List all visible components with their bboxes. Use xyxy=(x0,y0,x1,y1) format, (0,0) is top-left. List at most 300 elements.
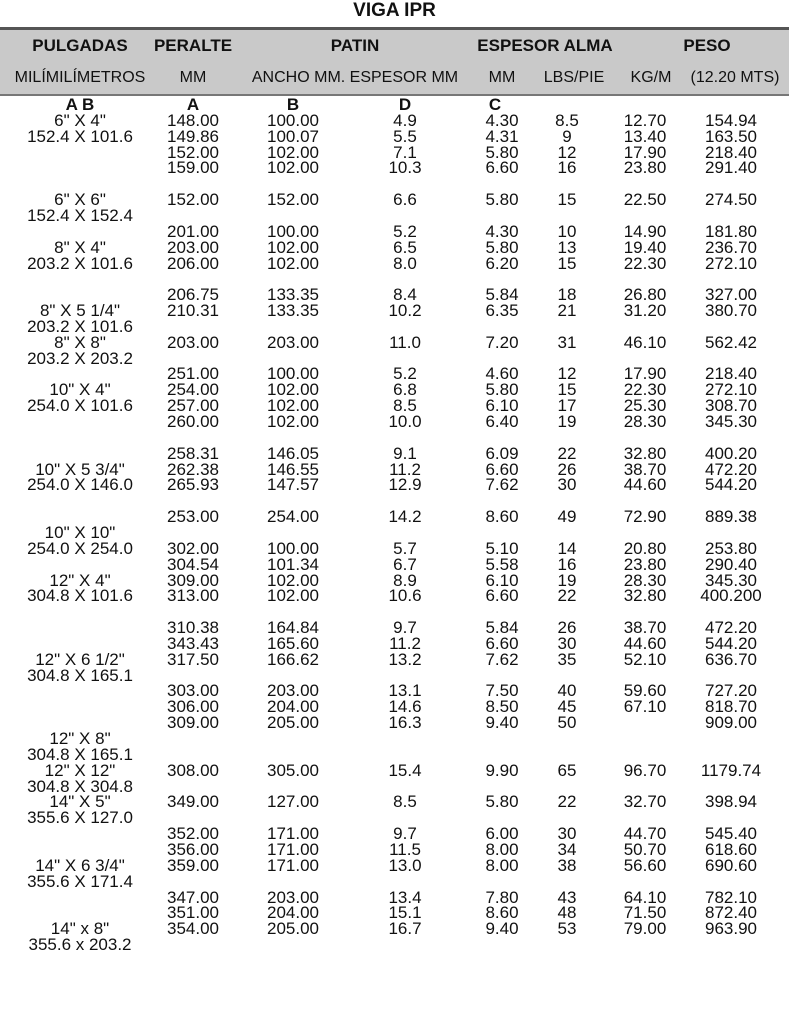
cell-espesor-alma: 9.40 xyxy=(485,713,519,733)
cell-espesor-alma: 8.60 xyxy=(485,507,519,527)
cell-peso-12: 545.40 xyxy=(705,824,757,844)
cell-espesor-alma: 6.20 xyxy=(485,253,519,273)
cell-ancho: 100.00 xyxy=(267,364,319,384)
cell-ancho: 127.00 xyxy=(267,792,319,812)
cell-lbs-pie: 50 xyxy=(557,713,577,733)
cell-espesor-alma: 8.00 xyxy=(485,855,519,875)
cell-kg-m: 67.10 xyxy=(623,697,667,717)
cell-lbs-pie: 49 xyxy=(557,507,577,527)
cell-espesor-patin: 10.0 xyxy=(388,412,422,431)
cell-espesor-patin: 5.5 xyxy=(393,126,417,146)
cell-espesor-patin: 8.5 xyxy=(393,396,417,416)
cell-peso-12: 308.70 xyxy=(705,396,757,416)
size-label: 12" X 12" xyxy=(44,760,116,780)
cell-peso-12: 398.94 xyxy=(705,792,757,812)
cell-espesor-alma: 9.40 xyxy=(485,919,519,939)
cell-peralte: 309.00 xyxy=(167,713,219,733)
cell-espesor-alma: 7.62 xyxy=(485,475,519,495)
cell-kg-m: 28.30 xyxy=(623,412,667,431)
cell-ancho: 147.57 xyxy=(267,475,319,495)
cell-peralte: 210.31 xyxy=(167,301,219,320)
cell-espesor-patin: 9.7 xyxy=(393,824,417,844)
cell-espesor-patin: 11.0 xyxy=(389,332,421,352)
size-label: 304.8 X 165.1 xyxy=(27,665,133,685)
cell-peso-12: 872.40 xyxy=(705,903,757,923)
cell-espesor-patin: 15.4 xyxy=(388,760,422,780)
cell-kg-m: 22.30 xyxy=(623,253,667,273)
cell-peralte: 304.54 xyxy=(167,554,219,574)
size-label: 12" X 4" xyxy=(49,570,111,590)
cell-peso-12: 274.50 xyxy=(705,190,757,210)
cell-espesor-alma: 5.80 xyxy=(485,190,519,210)
column-letter: C xyxy=(488,95,502,114)
size-label: 203.2 X 101.6 xyxy=(27,253,133,273)
cell-lbs-pie: 40 xyxy=(557,681,577,701)
cell-peralte: 265.93 xyxy=(167,475,219,495)
size-label: 14" X 5" xyxy=(49,792,111,812)
cell-kg-m: 79.00 xyxy=(623,919,667,939)
cell-lbs-pie: 21 xyxy=(557,301,577,320)
cell-peso-12: 727.20 xyxy=(705,681,757,701)
subheader-peso-12: (12.20 MTS) xyxy=(690,69,780,86)
size-label: 304.8 X 304.8 xyxy=(27,776,133,796)
cell-peralte: 351.00 xyxy=(167,903,219,923)
cell-peso-12: 327.00 xyxy=(705,285,757,305)
cell-kg-m: 12.70 xyxy=(623,110,667,130)
cell-peso-12: 154.94 xyxy=(705,110,757,130)
cell-peralte: 159.00 xyxy=(167,158,219,178)
cell-peralte: 349.00 xyxy=(167,792,219,812)
cell-kg-m: 23.80 xyxy=(623,554,667,574)
cell-kg-m: 17.90 xyxy=(623,142,667,162)
cell-kg-m: 38.70 xyxy=(623,618,667,637)
cell-ancho: 102.00 xyxy=(267,380,319,400)
cell-peso-12: 782.10 xyxy=(705,887,757,907)
cell-lbs-pie: 10 xyxy=(557,221,577,241)
cell-lbs-pie: 22 xyxy=(557,586,577,606)
cell-espesor-alma: 6.60 xyxy=(485,633,519,653)
page-title: VIGA IPR xyxy=(353,0,436,21)
cell-ancho: 102.00 xyxy=(267,396,319,416)
cell-espesor-alma: 6.40 xyxy=(485,412,519,431)
cell-espesor-alma: 6.10 xyxy=(485,396,519,416)
cell-peso-12: 291.40 xyxy=(705,158,757,178)
column-letter: D xyxy=(398,95,412,114)
cell-espesor-alma: 5.80 xyxy=(485,380,519,400)
cell-ancho: 205.00 xyxy=(267,919,319,939)
cell-peralte: 313.00 xyxy=(167,586,219,606)
cell-kg-m: 20.80 xyxy=(623,538,667,558)
cell-peso-12: 400.200 xyxy=(700,586,762,606)
cell-ancho: 171.00 xyxy=(267,839,319,859)
cell-kg-m: 28.30 xyxy=(623,570,667,590)
cell-espesor-alma: 6.00 xyxy=(485,824,519,844)
cell-kg-m: 56.60 xyxy=(623,855,667,875)
cell-espesor-patin: 6.8 xyxy=(393,380,417,400)
cell-lbs-pie: 26 xyxy=(557,618,577,637)
cell-peso-12: 253.80 xyxy=(705,538,757,558)
cell-ancho: 101.34 xyxy=(267,554,319,574)
cell-lbs-pie: 16 xyxy=(557,158,577,178)
cell-peralte: 359.00 xyxy=(167,855,219,875)
cell-peso-12: 472.20 xyxy=(705,618,757,637)
cell-kg-m: 64.10 xyxy=(623,887,667,907)
cell-peralte: 206.75 xyxy=(167,285,219,305)
size-label: 355.6 X 171.4 xyxy=(27,871,133,891)
cell-peso-12: 1179.74 xyxy=(700,760,762,780)
size-label: 355.6 x 203.2 xyxy=(28,935,132,954)
cell-peso-12: 400.20 xyxy=(705,443,757,463)
cell-espesor-patin: 8.5 xyxy=(393,792,417,812)
cell-ancho: 254.00 xyxy=(267,507,319,527)
cell-ancho: 102.00 xyxy=(267,412,319,431)
cell-kg-m: 13.40 xyxy=(623,126,667,146)
cell-peralte: 258.31 xyxy=(167,443,219,463)
cell-lbs-pie: 65 xyxy=(557,760,577,780)
cell-ancho: 102.00 xyxy=(267,142,319,162)
cell-espesor-alma: 8.60 xyxy=(485,903,519,923)
cell-espesor-patin: 8.4 xyxy=(393,285,417,305)
cell-ancho: 100.00 xyxy=(267,538,319,558)
cell-peralte: 310.38 xyxy=(167,618,219,637)
subheader-milimilimetros: MILÍMILÍMETROS xyxy=(14,69,146,86)
cell-peralte: 206.00 xyxy=(167,253,219,273)
cell-peralte: 152.00 xyxy=(167,190,219,210)
cell-peso-12: 380.70 xyxy=(705,301,757,320)
size-label: 8" X 4" xyxy=(54,237,106,257)
cell-espesor-patin: 6.5 xyxy=(393,237,417,257)
cell-espesor-alma: 6.60 xyxy=(485,586,519,606)
cell-espesor-patin: 13.2 xyxy=(388,649,422,669)
cell-espesor-alma: 7.50 xyxy=(485,681,519,701)
cell-lbs-pie: 30 xyxy=(557,824,577,844)
subheader-lbs-pie: LBS/PIE xyxy=(543,69,605,86)
cell-kg-m: 44.60 xyxy=(623,633,667,653)
cell-ancho: 204.00 xyxy=(267,697,319,717)
cell-kg-m: 32.80 xyxy=(623,443,667,463)
cell-peralte: 262.38 xyxy=(167,459,219,479)
size-label: 152.4 X 101.6 xyxy=(27,126,133,146)
cell-kg-m: 25.30 xyxy=(623,396,667,416)
cell-peralte: 260.00 xyxy=(167,412,219,431)
cell-espesor-alma: 7.62 xyxy=(485,649,519,669)
cell-peso-12: 272.10 xyxy=(705,380,757,400)
cell-espesor-patin: 5.7 xyxy=(393,538,417,558)
size-label: 14" X 6 3/4" xyxy=(35,855,125,875)
cell-espesor-alma: 6.35 xyxy=(485,301,519,320)
subheader-mm-alma: MM xyxy=(488,69,516,86)
cell-lbs-pie: 17 xyxy=(557,396,577,416)
header-peralte: PERALTE xyxy=(153,36,233,55)
cell-peralte: 253.00 xyxy=(167,507,219,527)
cell-espesor-alma: 9.90 xyxy=(485,760,519,780)
cell-kg-m: 59.60 xyxy=(623,681,667,701)
cell-peso-12: 472.20 xyxy=(705,459,757,479)
cell-kg-m: 72.90 xyxy=(623,507,667,527)
cell-lbs-pie: 18 xyxy=(557,285,577,305)
cell-peralte: 149.86 xyxy=(167,126,219,146)
size-label: 203.2 X 101.6 xyxy=(27,316,133,336)
cell-ancho: 152.00 xyxy=(267,190,319,210)
cell-ancho: 171.00 xyxy=(267,855,319,875)
cell-espesor-patin: 11.5 xyxy=(389,839,421,859)
cell-espesor-alma: 8.00 xyxy=(485,839,519,859)
cell-peralte: 257.00 xyxy=(167,396,219,416)
cell-lbs-pie: 35 xyxy=(557,649,577,669)
cell-lbs-pie: 26 xyxy=(557,459,577,479)
cell-ancho: 146.05 xyxy=(267,443,319,463)
size-label: 152.4 X 152.4 xyxy=(27,205,133,225)
cell-ancho: 102.00 xyxy=(267,586,319,606)
cell-peralte: 201.00 xyxy=(167,221,219,241)
subheader-ancho-espesor: ANCHO MM. ESPESOR MM xyxy=(251,69,459,86)
cell-espesor-alma: 7.20 xyxy=(485,332,519,352)
cell-peralte: 352.00 xyxy=(167,824,219,844)
cell-espesor-patin: 10.6 xyxy=(388,586,422,606)
cell-ancho: 146.55 xyxy=(267,459,319,479)
cell-espesor-alma: 5.58 xyxy=(485,554,519,574)
cell-ancho: 133.35 xyxy=(267,285,319,305)
cell-lbs-pie: 8.5 xyxy=(555,110,579,130)
cell-ancho: 165.60 xyxy=(267,633,319,653)
cell-ancho: 203.00 xyxy=(267,887,319,907)
size-label: 6" X 4" xyxy=(54,110,106,130)
size-label: 355.6 X 127.0 xyxy=(27,808,133,828)
size-label: 254.0 X 254.0 xyxy=(27,538,133,558)
cell-espesor-patin: 7.1 xyxy=(393,142,417,162)
cell-peso-12: 236.70 xyxy=(705,237,757,257)
cell-espesor-patin: 6.6 xyxy=(393,190,417,210)
cell-peralte: 308.00 xyxy=(167,760,219,780)
cell-espesor-alma: 6.60 xyxy=(485,158,519,178)
cell-espesor-patin: 5.2 xyxy=(393,221,417,241)
header-patin: PATIN xyxy=(330,36,380,55)
size-label: 304.8 X 101.6 xyxy=(27,586,133,606)
cell-kg-m: 44.60 xyxy=(623,475,667,495)
cell-lbs-pie: 22 xyxy=(557,443,577,463)
cell-lbs-pie: 15 xyxy=(557,190,577,210)
cell-lbs-pie: 38 xyxy=(557,855,577,875)
cell-espesor-patin: 13.0 xyxy=(388,855,422,875)
cell-lbs-pie: 16 xyxy=(557,554,577,574)
header-pulgadas: PULGADAS xyxy=(32,36,128,55)
cell-espesor-patin: 9.7 xyxy=(393,618,417,637)
cell-lbs-pie: 19 xyxy=(557,570,577,590)
subheader-kg-m: KG/M xyxy=(630,69,672,86)
cell-peso-12: 690.60 xyxy=(705,855,757,875)
cell-kg-m: 71.50 xyxy=(623,903,667,923)
cell-peralte: 309.00 xyxy=(167,570,219,590)
cell-ancho: 205.00 xyxy=(267,713,319,733)
cell-lbs-pie: 14 xyxy=(557,538,577,558)
cell-espesor-alma: 4.30 xyxy=(485,221,519,241)
cell-lbs-pie: 30 xyxy=(557,633,577,653)
cell-kg-m: 19.40 xyxy=(623,237,667,257)
cell-peso-12: 181.80 xyxy=(705,221,757,241)
cell-espesor-alma: 8.50 xyxy=(485,697,519,717)
cell-kg-m: 52.10 xyxy=(623,649,667,669)
cell-espesor-patin: 6.7 xyxy=(393,554,417,574)
column-letter: B xyxy=(286,95,300,114)
cell-espesor-patin: 13.4 xyxy=(388,887,422,907)
cell-kg-m: 31.20 xyxy=(623,301,667,320)
cell-espesor-alma: 5.84 xyxy=(485,618,519,637)
cell-peso-12: 618.60 xyxy=(705,839,757,859)
header-espesor-alma: ESPESOR ALMA xyxy=(477,36,613,55)
cell-espesor-patin: 4.9 xyxy=(393,110,417,130)
cell-espesor-alma: 4.31 xyxy=(485,126,519,146)
size-label: 12" X 8" xyxy=(49,729,111,748)
cell-lbs-pie: 43 xyxy=(557,887,577,907)
cell-peralte: 254.00 xyxy=(167,380,219,400)
cell-lbs-pie: 9 xyxy=(562,126,572,146)
cell-ancho: 305.00 xyxy=(267,760,319,780)
cell-espesor-alma: 5.84 xyxy=(485,285,519,305)
cell-espesor-alma: 5.80 xyxy=(485,142,519,162)
cell-peso-12: 290.40 xyxy=(705,554,757,574)
cell-espesor-patin: 8.9 xyxy=(393,570,417,590)
cell-lbs-pie: 12 xyxy=(557,142,577,162)
cell-peso-12: 272.10 xyxy=(705,253,757,273)
cell-peralte: 302.00 xyxy=(167,538,219,558)
cell-espesor-patin: 12.9 xyxy=(388,475,422,495)
cell-kg-m: 32.70 xyxy=(623,792,667,812)
size-label: 10" X 5 3/4" xyxy=(35,459,125,479)
cell-espesor-patin: 13.1 xyxy=(388,681,422,701)
cell-kg-m: 26.80 xyxy=(623,285,667,305)
column-letter: A xyxy=(186,95,200,114)
cell-kg-m: 22.30 xyxy=(623,380,667,400)
cell-lbs-pie: 15 xyxy=(557,380,577,400)
cell-peso-12: 218.40 xyxy=(705,364,757,384)
cell-peralte: 343.43 xyxy=(167,633,219,653)
cell-espesor-alma: 6.09 xyxy=(485,443,519,463)
cell-espesor-patin: 10.2 xyxy=(388,301,422,320)
cell-lbs-pie: 13 xyxy=(557,237,577,257)
cell-peralte: 203.00 xyxy=(167,237,219,257)
cell-peralte: 152.00 xyxy=(167,142,219,162)
cell-ancho: 102.00 xyxy=(267,570,319,590)
cell-espesor-patin: 14.6 xyxy=(388,697,422,717)
cell-lbs-pie: 12 xyxy=(557,364,577,384)
cell-espesor-patin: 5.2 xyxy=(393,364,417,384)
cell-peso-12: 544.20 xyxy=(705,633,757,653)
cell-espesor-alma: 4.30 xyxy=(485,110,519,130)
size-label: 8" X 5 1/4" xyxy=(39,301,121,320)
cell-lbs-pie: 15 xyxy=(557,253,577,273)
cell-espesor-alma: 5.10 xyxy=(485,538,519,558)
cell-lbs-pie: 22 xyxy=(557,792,577,812)
cell-kg-m: 44.70 xyxy=(623,824,667,844)
cell-peso-12: 636.70 xyxy=(705,649,757,669)
cell-peso-12: 889.38 xyxy=(705,507,757,527)
cell-kg-m: 96.70 xyxy=(623,760,667,780)
cell-peso-12: 218.40 xyxy=(705,142,757,162)
cell-ancho: 203.00 xyxy=(267,332,319,352)
header-peso: PESO xyxy=(683,36,731,55)
cell-ancho: 204.00 xyxy=(267,903,319,923)
cell-kg-m: 38.70 xyxy=(623,459,667,479)
size-label: 203.2 X 203.2 xyxy=(27,348,133,368)
cell-ancho: 100.07 xyxy=(267,126,319,146)
cell-kg-m: 46.10 xyxy=(623,332,667,352)
cell-ancho: 166.62 xyxy=(267,649,319,669)
size-label: 254.0 X 146.0 xyxy=(27,475,133,495)
cell-peso-12: 163.50 xyxy=(705,126,757,146)
size-label: 304.8 X 165.1 xyxy=(27,744,133,764)
cell-lbs-pie: 34 xyxy=(557,839,577,859)
cell-peso-12: 345.30 xyxy=(705,412,757,431)
cell-peralte: 354.00 xyxy=(167,919,219,939)
cell-peso-12: 909.00 xyxy=(705,713,757,733)
cell-ancho: 164.84 xyxy=(267,618,319,637)
cell-kg-m: 22.50 xyxy=(623,190,667,210)
cell-lbs-pie: 45 xyxy=(557,697,577,717)
cell-lbs-pie: 53 xyxy=(557,919,577,939)
cell-peralte: 203.00 xyxy=(167,332,219,352)
cell-espesor-patin: 11.2 xyxy=(389,459,421,479)
cell-peso-12: 818.70 xyxy=(705,697,757,717)
cell-kg-m: 14.90 xyxy=(623,221,667,241)
cell-ancho: 100.00 xyxy=(267,110,319,130)
cell-lbs-pie: 31 xyxy=(557,332,577,352)
cell-peso-12: 963.90 xyxy=(705,919,757,939)
cell-kg-m: 23.80 xyxy=(623,158,667,178)
cell-espesor-patin: 14.2 xyxy=(388,507,422,527)
cell-peralte: 251.00 xyxy=(167,364,219,384)
cell-peso-12: 544.20 xyxy=(705,475,757,495)
cell-peso-12: 345.30 xyxy=(705,570,757,590)
cell-peso-12: 562.42 xyxy=(705,332,757,352)
cell-peralte: 148.00 xyxy=(167,110,219,130)
cell-espesor-alma: 5.80 xyxy=(485,237,519,257)
cell-espesor-patin: 16.3 xyxy=(388,713,422,733)
cell-ancho: 133.35 xyxy=(267,301,319,320)
size-label: 6" X 6" xyxy=(54,190,106,210)
cell-ancho: 100.00 xyxy=(267,221,319,241)
cell-peralte: 347.00 xyxy=(167,887,219,907)
cell-espesor-alma: 4.60 xyxy=(485,364,519,384)
subheader-mm-peralte: MM xyxy=(179,69,207,86)
cell-ancho: 203.00 xyxy=(267,681,319,701)
cell-peralte: 306.00 xyxy=(167,697,219,717)
cell-ancho: 102.00 xyxy=(267,158,319,178)
cell-peralte: 303.00 xyxy=(167,681,219,701)
size-label: 254.0 X 101.6 xyxy=(27,396,133,416)
cell-espesor-alma: 5.80 xyxy=(485,792,519,812)
cell-lbs-pie: 19 xyxy=(557,412,577,431)
cell-kg-m: 32.80 xyxy=(623,586,667,606)
cell-lbs-pie: 30 xyxy=(557,475,577,495)
cell-espesor-patin: 16.7 xyxy=(388,919,422,939)
cell-espesor-patin: 10.3 xyxy=(388,158,422,178)
cell-espesor-patin: 9.1 xyxy=(393,443,417,463)
cell-espesor-patin: 11.2 xyxy=(389,633,421,653)
cell-peralte: 317.50 xyxy=(167,649,219,669)
cell-espesor-alma: 6.60 xyxy=(485,459,519,479)
cell-espesor-alma: 6.10 xyxy=(485,570,519,590)
size-label: 10" X 10" xyxy=(44,523,116,542)
cell-ancho: 171.00 xyxy=(267,824,319,844)
cell-lbs-pie: 48 xyxy=(557,903,577,923)
cell-espesor-alma: 7.80 xyxy=(485,887,519,907)
cell-kg-m: 17.90 xyxy=(623,364,667,384)
size-label: 14" x 8" xyxy=(50,919,110,939)
size-label: 8" X 8" xyxy=(54,332,106,352)
cell-kg-m: 50.70 xyxy=(623,839,667,859)
size-column-letters: A B xyxy=(65,95,95,114)
size-label: 12" X 6 1/2" xyxy=(35,649,125,669)
